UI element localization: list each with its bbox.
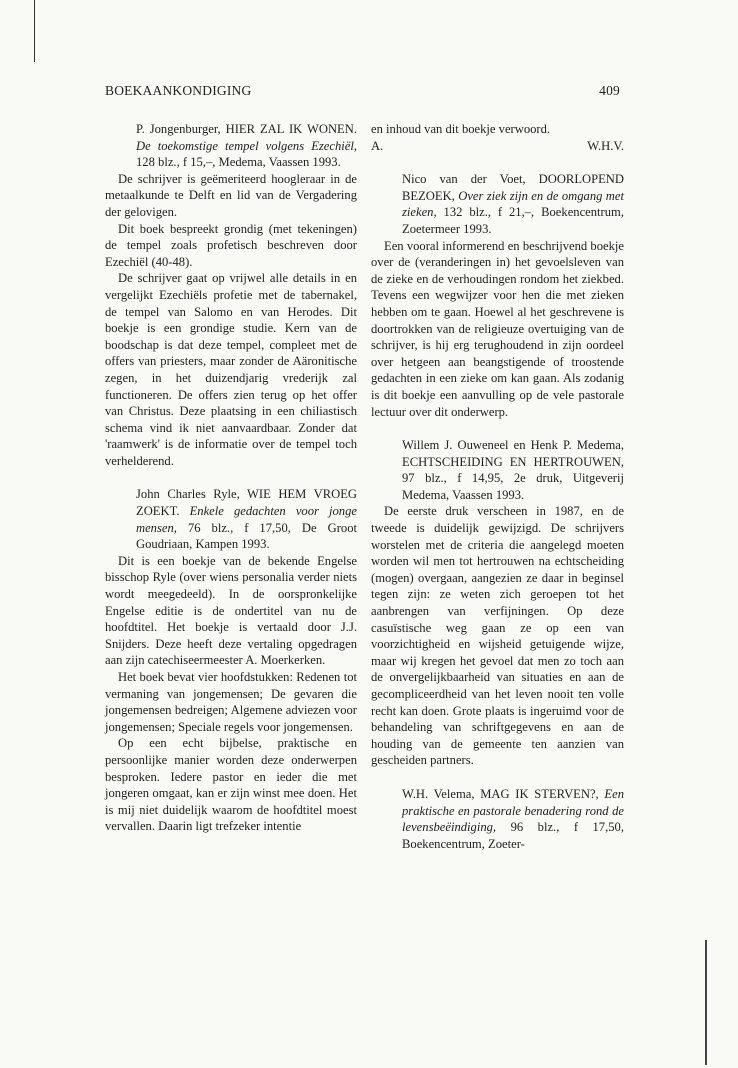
review-paragraph: Een vooral informerend en beschrijvend boekje over de (veranderingen in) het gevoelsleven van de zieke en de verhoudingen rondom het ziekbed. Tevens een wegwijzer voor hen die met zieken hebben om te gaan. Hoewel al het geschrevene is doortrokken van de religieuze overtuiging van de schrijver, is hij erg terughoudend in zijn oordeel over hetgeen aan beangstigende of troostende gedachten in een zieke om kan gaan. Als zodanig is dit boekje een aanvulling op de vele pastorale lectuur over dit onderwerp.: [371, 238, 624, 419]
review-paragraph: Op een echt bijbelse, praktische en persoonlijke manier worden deze onderwerpen besproken. Iedere pastor en ieder die met jongeren omgaat, kan er zijn winst mee doen. Het is mij niet duidelijk waarom de hoofdtitel moest vervallen. Daarin ligt trefzeker intentie: [105, 736, 357, 834]
book-details: 96 blz., f 17,50, Boekencentrum, Zoeter-: [402, 820, 624, 851]
book-subtitle: Een praktische en pastorale benadering rond de levensbeëindiging,: [402, 786, 624, 835]
review-paragraph: Het boek bevat vier hoofdstukken: Redenen tot vermaning van jongemensen; De gevaren die jongemensen bedreigen; Algemene adviezen voor jongemensen; Speciale regels voor jongemensen.: [105, 670, 357, 734]
continued-text: en inhoud van dit boekje verwoord.: [371, 122, 551, 136]
book-entry: [371, 171, 624, 237]
book-subtitle: De toekomstige tempel volgens Ezechiël,: [136, 138, 357, 153]
signature-initial: A.: [371, 138, 384, 153]
page-number: 409: [599, 83, 620, 98]
left-column: [105, 121, 357, 835]
book-details: 128 blz., f 15,–, Medema, Vaassen 1993.: [136, 155, 341, 170]
review-paragraph: De schrijver is geëmeriteerd hoogleraar in de metaalkunde te Delft en lid van de Vergadering der gelovigen.: [105, 171, 357, 219]
book-entry: [105, 121, 357, 171]
right-column: [371, 121, 624, 852]
review-paragraph: De schrijver gaat op vrijwel alle details in en vergelijkt Ezechiëls profetie met de tabernakel, de tempel van Salomo en van Herodes. Dit boekje is een grondige studie. Kern van de boodschap is dat deze tempel, compleet met de offers van priesters, maar zonder de Aäronitische zegen, in het duizendjarig vrederijk zal functioneren. De offers zien terug op het offer van Christus. Deze plaatsing in een chiliastisch schema vind ik niet aanvaardbaar. Zonder dat 'raamwerk' is de informatie over de tempel toch verhelderend.: [105, 271, 357, 468]
book-author-title: John Charles Ryle, WIE HEM VROEG ZOEKT.: [136, 487, 357, 519]
book-entry: [371, 786, 624, 852]
review-paragraph: De eerste druk verscheen in 1987, en de tweede is duidelijk gewijzigd. De schrijvers worstelen met de criteria die aangelegd moeten worden wil men tot hertrouwen na echtscheiding (mogen) overgaan, aangezien ze daar in beginsel tegen zijn: ze weten zich geroepen tot het aanbrengen van verfijningen. Op deze casuïstische weg gaan ze op een van voorzichtigheid en wijsheid getuigende wijze, maar wij kregen het gevoel dat men zo toch aan de onvergelijkbaarheid van situaties en aan de gecompliceerdheid van het leven nooit ten volle recht kan doen. Grote plaats is ingeruimd voor de behandeling van schriftgegevens en aan de houding van de gemeente ten aanzien van gescheiden partners.: [371, 504, 624, 768]
book-entry: [371, 437, 624, 503]
book-author-title: Willem J. Ouweneel en Henk P. Medema, ECHTSCHEIDING EN HERTROUWEN,: [402, 438, 624, 469]
book-details: 132 blz., f 21,–, Boekencentrum, Zoetermeer 1993.: [402, 205, 624, 236]
running-header-title: BOEKAANKONDIGING: [105, 83, 252, 98]
book-author-title: W.H. Velema, MAG IK STERVEN?,: [402, 786, 599, 801]
book-details: 97 blz., f 14,95, 2e druk, Uitgeverij Medema, Vaassen 1993.: [402, 471, 624, 502]
book-subtitle: Enkele gedachten voor jonge mensen,: [136, 504, 357, 535]
review-signature: [371, 138, 624, 155]
review-paragraph: Dit is een boekje van de bekende Engelse bisschop Ryle (over wiens personalia verder niets wordt meegedeeld). In de oorspronkelijke Engelse editie is de ondertitel van nu de hoofdtitel. Het boekje is vertaald door J.J. Snijders. Deze heeft deze vertaling opgedragen aan zijn catechiseermeester A. Moerkerken.: [105, 553, 357, 668]
page-edge-line: [705, 940, 707, 1065]
book-author-title: P. Jongenburger, HIER ZAL IK WONEN.: [136, 122, 357, 136]
book-details: 76 blz., f 17,50, De Groot Goudriaan, Kampen 1993.: [136, 520, 357, 552]
reviewer-initials: W.H.V.: [587, 138, 624, 153]
book-author-title: Nico van der Voet, DOORLOPEND BEZOEK,: [402, 172, 624, 203]
review-paragraph: Dit boek bespreekt grondig (met tekeningen) de tempel zoals profetisch beschreven door Ezechiël (40-48).: [105, 221, 357, 269]
book-entry: [105, 486, 357, 552]
page-edge-line: [34, 0, 35, 62]
book-subtitle: Over ziek zijn en de omgang met zieken,: [402, 188, 624, 220]
